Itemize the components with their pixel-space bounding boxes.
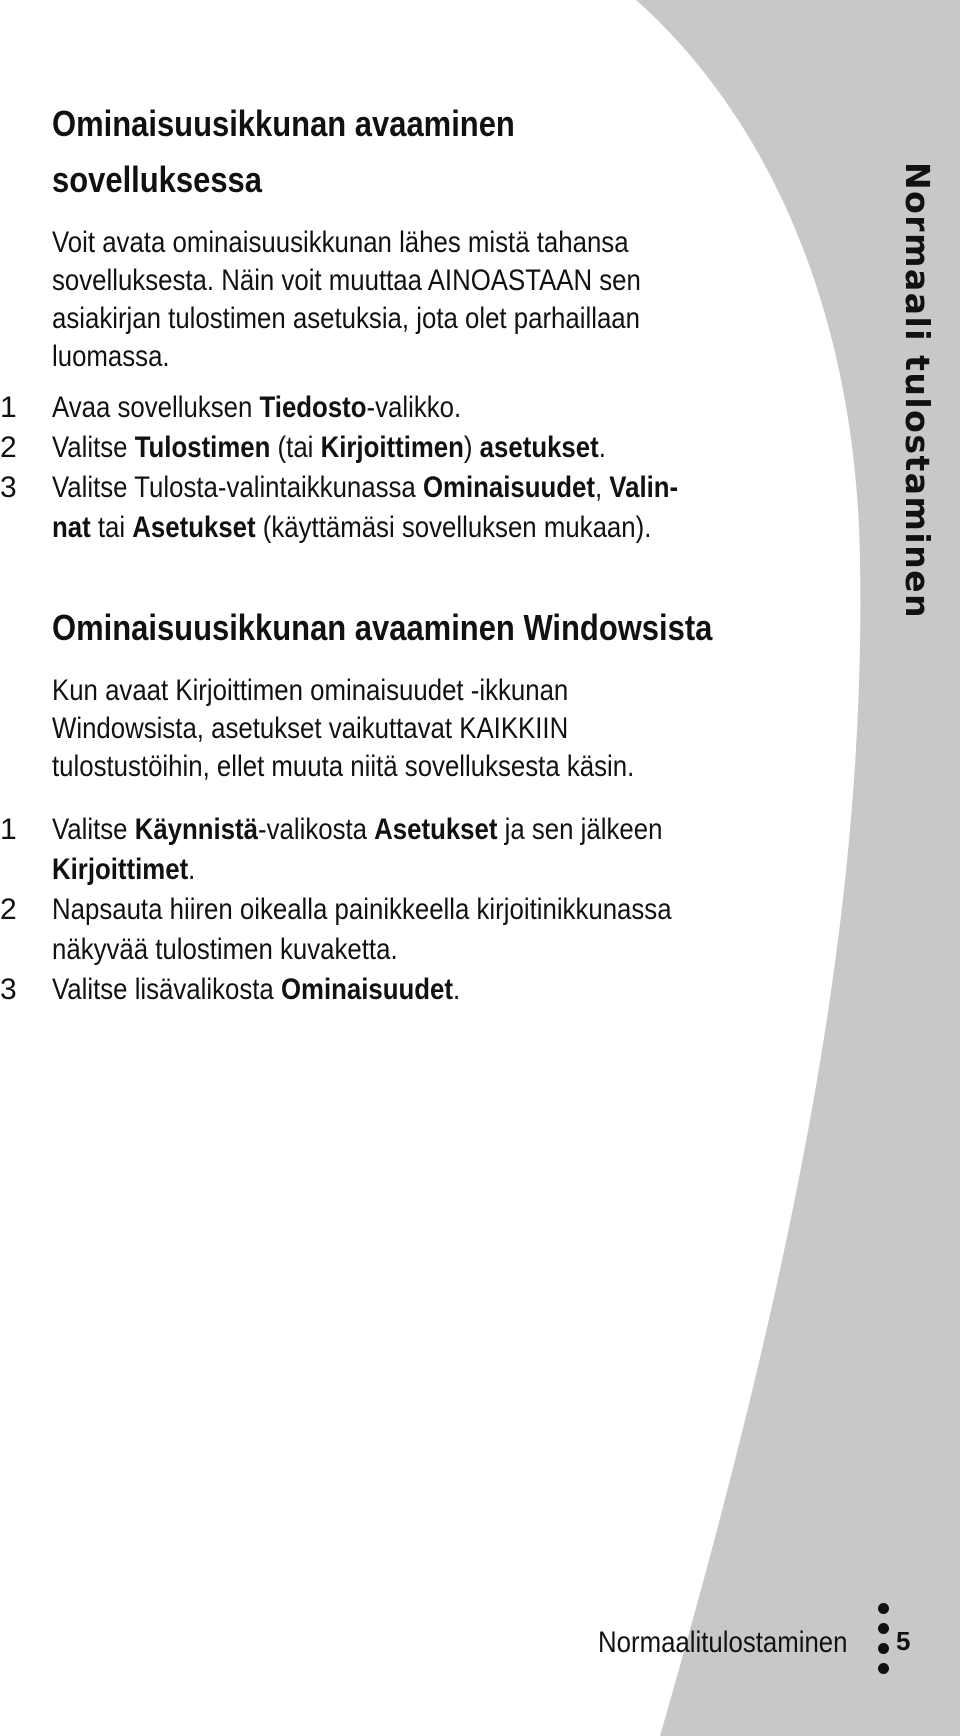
section2-step-2: [0, 890, 792, 970]
intro-line: sovelluksesta. Näin voit muuttaa AINOASTAAN sen: [52, 264, 641, 297]
intro-line: Voit avata ominaisuusikkunan lähes mistä tahansa: [52, 226, 629, 259]
step-text: Avaa sovelluksen Tiedosto-valikko.: [52, 391, 462, 424]
section1-heading-line1: Ominaisuusikkunan avaaminen: [52, 103, 515, 144]
step-number: 3: [0, 973, 17, 1006]
step-text: Valitse Tulosta-valintaikkunassa Ominaisuudet, Valin- nat tai Asetukset (käyttämäsi sovelluksen mukaan).: [52, 471, 679, 544]
step-number: 1: [0, 391, 17, 424]
step-number: 3: [0, 471, 17, 504]
step-number: 2: [0, 431, 17, 464]
step-text: Valitse Tulostimen (tai Kirjoittimen) asetukset.: [52, 431, 606, 464]
footer-section-label: Normaalitulostaminen: [598, 1626, 848, 1659]
intro-line: Windowsista, asetukset vaikuttavat KAIKKIIN: [52, 712, 569, 745]
section1-intro: [52, 224, 688, 376]
section1-step-3: [0, 468, 792, 548]
step-text: Valitse lisävalikosta Ominaisuudet.: [52, 973, 461, 1006]
dots-ornament: [876, 1603, 892, 1683]
intro-line: asiakirjan tulostimen asetuksia, jota olet parhaillaan: [52, 302, 640, 335]
step-number: 1: [0, 813, 17, 846]
step-number: 2: [0, 893, 17, 926]
intro-line: tulostustöihin, ellet muuta niitä sovelluksesta käsin.: [52, 750, 635, 783]
side-tab-title: Normaali tulostaminen: [898, 162, 937, 620]
section2-intro: [52, 672, 688, 786]
step-text: Napsauta hiiren oikealla painikkeella kirjoitinikkunassa näkyvää tulostimen kuvaketta.: [52, 893, 672, 966]
section1-step-2: [0, 428, 792, 468]
intro-line: luomassa.: [52, 340, 170, 373]
section1-heading-line2: sovelluksessa: [52, 159, 263, 200]
page-number: 5: [896, 1626, 911, 1656]
section1-step-1: [0, 388, 792, 428]
intro-line: Kun avaat Kirjoittimen ominaisuudet -ikkunan: [52, 674, 569, 707]
section2-heading: Ominaisuusikkunan avaaminen Windowsista: [52, 607, 713, 648]
section2-step-1: [0, 810, 792, 890]
section1-heading: [52, 96, 688, 208]
section2-step-3: [0, 970, 792, 1010]
step-text: Valitse Käynnistä-valikosta Asetukset ja sen jälkeen Kirjoittimet.: [52, 813, 663, 886]
page-content: [0, 96, 792, 1010]
